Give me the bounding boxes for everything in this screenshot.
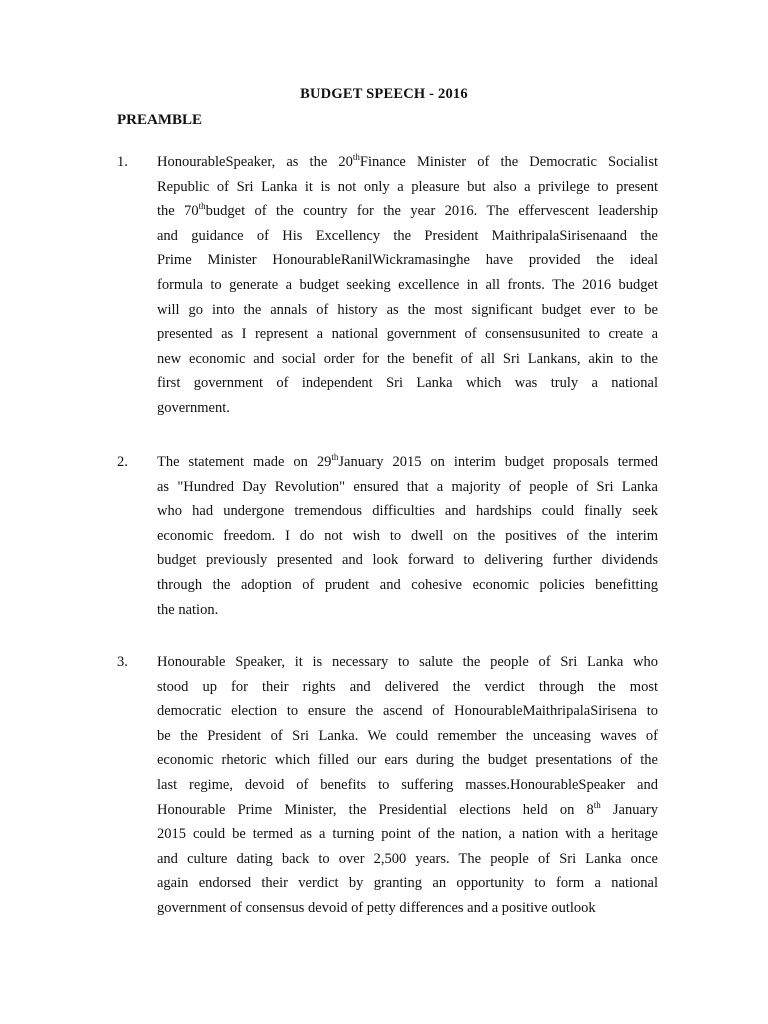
line-segment: presented as I represent a national government of consensusunited to create a [157,326,658,343]
line-segment: democratic election to ensure the ascend of HonourableMaithripalaSirisena to [157,703,658,720]
text-line [157,524,658,549]
paragraph-number: 1. [117,154,128,170]
line-segment: last regime, devoid of benefits to suffering masses.HonourableSpeaker and [157,776,658,793]
section-heading: PREAMBLE [117,112,203,128]
line-segment: budget of the country for the year 2016. The effervescent leadership [205,203,658,220]
text-line [157,273,658,298]
line-segment: first government of independent Sri Lanka which was truly a national [157,375,658,392]
text-line [157,396,658,421]
line-segment: economic rhetoric which filled our ears during the budget presentations of the [157,752,658,769]
line-segment: as "Hundred Day Revolution" ensured that a majority of people of Sri Lanka [157,478,658,495]
superscript: th [352,152,360,162]
line-segment: government of consensus devoid of petty differences and a positive outlook [157,899,596,916]
text-line [157,847,658,872]
line-segment: formula to generate a budget seeking excellence in all fronts. The 2016 budget [157,276,658,293]
text-line [157,798,658,823]
line-segment: Finance Minister of the Democratic Socialist [359,154,658,170]
text-line [157,248,658,273]
document-title: BUDGET SPEECH - 2016 [300,86,468,102]
text-line [157,499,658,524]
text-line [157,675,658,700]
text-line [157,896,658,921]
line-segment: 2015 could be termed as a turning point of the nation, a nation with a heritage [157,826,658,843]
line-segment: Honourable Prime Minister, the Presidential elections held on 8 [157,801,594,818]
line-segment: the nation. [157,601,219,618]
superscript: th [593,799,601,810]
text-line [157,748,658,773]
line-segment: through the adoption of prudent and cohesive economic policies benefitting [157,576,658,593]
line-segment: and guidance of His Excellency the President MaithripalaSirisenaand the [157,227,658,244]
line-segment: the 70 [157,203,199,220]
line-segment: The statement made on 29 [157,454,332,470]
line-segment: again endorsed their verdict by granting an opportunity to form a national [157,875,658,892]
line-segment: January 2015 on interim budget proposals termed [338,454,658,470]
paragraph-number: 3. [117,654,128,670]
text-line [157,175,658,200]
line-segment: stood up for their rights and delivered the verdict through the most [157,678,658,695]
text-line [157,650,658,675]
line-segment: be the President of Sri Lanka. We could remember the unceasing waves of [157,727,658,744]
text-line [157,724,658,749]
line-segment: budget previously presented and look forward to delivering further dividends [157,552,658,569]
text-line [157,150,658,175]
line-segment: HonourableSpeaker, as the 20 [157,154,353,170]
line-segment: January [600,801,658,818]
text-line [157,475,658,500]
line-segment: economic freedom. I do not wish to dwell on the positives of the interim [157,527,658,544]
line-segment: new economic and social order for the benefit of all Sri Lankans, akin to the [157,350,658,367]
line-segment: who had undergone tremendous difficulties and hardships could finally seek [157,503,658,520]
text-line [157,871,658,896]
line-segment: Honourable Speaker, it is necessary to salute the people of Sri Lanka who [157,654,658,670]
paragraph-text [157,150,658,421]
text-line [157,322,658,347]
text-line [157,598,658,623]
text-line [157,450,658,475]
text-line [157,298,658,323]
text-line [157,347,658,372]
text-line [157,573,658,598]
text-line [157,699,658,724]
paragraph-number: 2. [117,454,128,470]
line-segment: Prime Minister HonourableRanilWickramasinghe have provided the ideal [157,252,658,269]
line-segment: Republic of Sri Lanka it is not only a pleasure but also a privilege to present [157,178,658,195]
text-line [157,822,658,847]
paragraph-text [157,650,658,921]
line-segment: will go into the annals of history as the most significant budget ever to be [157,301,658,318]
superscript: th [331,452,339,462]
text-line [157,199,658,224]
text-line [157,548,658,573]
line-segment: government. [157,399,230,416]
line-segment: and culture dating back to over 2,500 years. The people of Sri Lanka once [157,850,658,867]
text-line [157,224,658,249]
paragraph-text [157,450,658,622]
text-line [157,371,658,396]
superscript: th [198,201,206,212]
text-line [157,773,658,798]
